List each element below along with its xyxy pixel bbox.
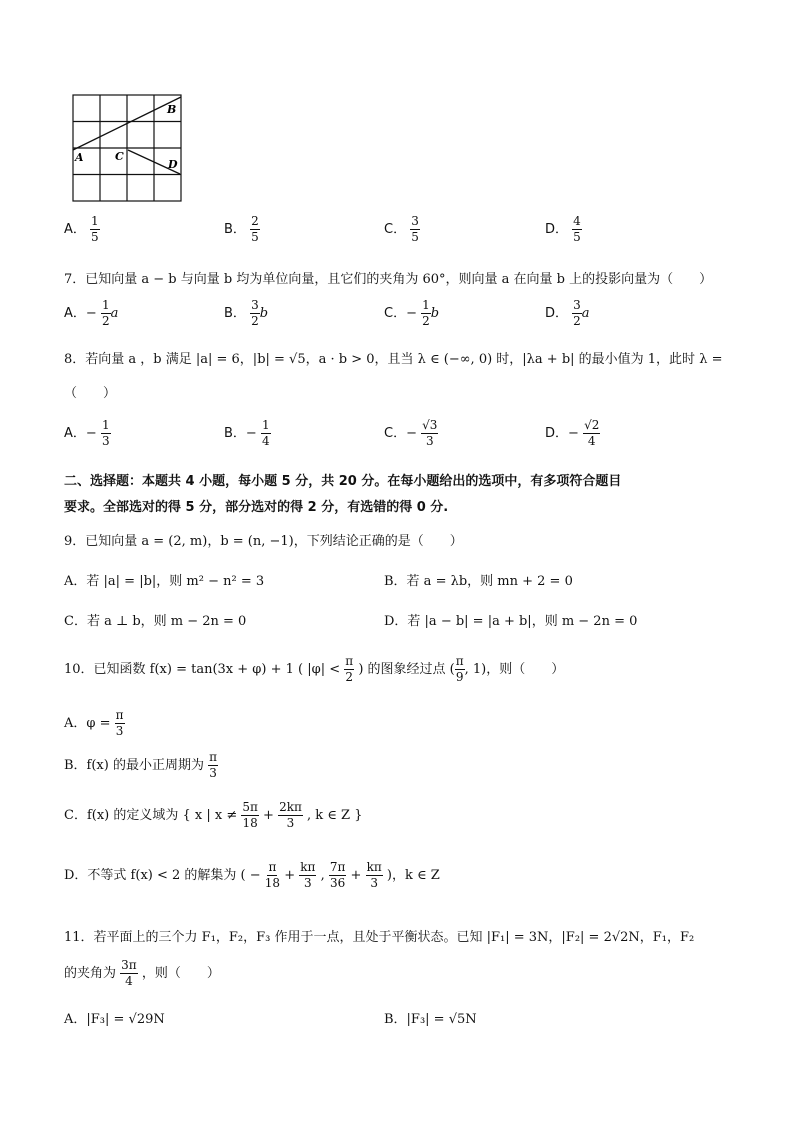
numerator: π (268, 860, 277, 874)
option-tail: )，k ∈ Z (386, 868, 440, 883)
fraction (344, 654, 354, 685)
numerator: π (455, 654, 464, 668)
option-letter: B． (224, 306, 246, 321)
denominator: 2 (101, 314, 110, 328)
q8-answer-paren: （ ） (64, 386, 117, 401)
vector-variable: b (259, 306, 269, 321)
numerator: 2kπ (279, 800, 302, 814)
q9-option-d[interactable]: D．若 |a − b| = |a + b|，则 m − 2n = 0 (384, 614, 638, 629)
q6-option-c[interactable] (384, 214, 420, 245)
denominator: 3 (101, 434, 110, 448)
q6-option-b[interactable] (224, 214, 260, 245)
fraction (101, 418, 111, 449)
q10-option-d[interactable]: D．不等式 f(x) < 2 的解集为 ( − $\frac{\pi}{18}$ + $\frac{k\pi}{3}$ , $\frac{7\pi}{36}$ + $\frac{k\pi}{3}$ )，k ∈ Z (64, 860, 440, 890)
q7-option-c[interactable] (384, 298, 439, 329)
denominator: 3 (425, 434, 434, 448)
fraction (278, 800, 303, 831)
option-text: B．f(x) 的最小正周期为 (64, 758, 204, 773)
q8-option-c[interactable] (384, 418, 438, 449)
numerator: 2 (251, 214, 259, 228)
q11-angle-text: 的夹角为 (64, 966, 117, 981)
numerator: 7π (329, 860, 346, 874)
q9-option-c[interactable]: C．若 a ⊥ b，则 m − 2n = 0 (64, 614, 247, 629)
option-text: D．不等式 f(x) < 2 的解集为 ( − (64, 868, 261, 883)
fraction (410, 214, 420, 245)
denominator: 3 (286, 816, 295, 830)
denominator: 5 (251, 230, 259, 244)
fraction (115, 708, 125, 739)
fraction (241, 800, 259, 831)
numerator: 4 (573, 214, 581, 228)
option-letter: A． (64, 306, 86, 321)
fraction (101, 298, 111, 329)
section-2-heading-line2: 要求。全部选对的得 5 分，部分选对的得 2 分，有选错的得 0 分. (64, 500, 449, 515)
q7-stem: 7．已知向量 a − b 与向量 b 均为单位向量，且它们的夹角为 60°，则向量 a 在向量 b 上的投影向量为（ ） (64, 272, 713, 287)
q11-option-b[interactable]: B．|F₃| = √5N (384, 1012, 477, 1027)
numerator: 1 (261, 418, 270, 432)
vector-variable: a (110, 306, 119, 321)
q9-stem: 9．已知向量 a = (2, m)，b = (n, −1)，下列结论正确的是（ ） (64, 534, 463, 549)
denominator: 2 (345, 670, 354, 684)
option-letter: A． (64, 426, 86, 441)
numerator: kπ (300, 860, 316, 874)
numerator: 1 (101, 418, 110, 432)
figure-label-d: D (168, 158, 178, 171)
q8-option-a[interactable] (64, 418, 111, 449)
q8-option-b[interactable] (224, 418, 271, 449)
option-letter: C． (384, 426, 407, 441)
q10-mid-text: ) 的图象经过点 (358, 662, 446, 677)
numerator: 1 (422, 298, 430, 312)
fraction (265, 860, 280, 891)
q7-option-d[interactable] (545, 298, 590, 329)
vector-variable: a (581, 306, 590, 321)
denominator: 18 (242, 816, 258, 830)
denominator: 4 (125, 974, 133, 988)
fraction (208, 750, 218, 781)
denominator: 18 (264, 876, 281, 890)
q8-stem: 8．若向量 a ，b 满足 |a| = 6，|b| = √5，a · b > 0，且当 λ ∈ (−∞, 0) 时，|λa + b| 的最小值为 1，此时 λ = (64, 352, 723, 367)
q10-option-b[interactable] (64, 750, 218, 781)
numerator: 3 (411, 214, 419, 228)
figure-label-a: A (75, 151, 84, 164)
fraction (250, 298, 260, 329)
section-2-heading-line1: 二、选择题：本题共 4 小题，每小题 5 分，共 20 分。在每小题给出的选项中，有多项符合题目 (64, 474, 622, 489)
q6-option-a[interactable] (64, 214, 100, 245)
option-letter: D． (545, 306, 569, 321)
q8-option-d[interactable] (545, 418, 600, 449)
sign: − (406, 426, 417, 441)
numerator: kπ (366, 860, 382, 874)
figure-label-c: C (115, 150, 124, 163)
denominator: 3 (304, 876, 312, 890)
option-letter: C． (384, 222, 407, 237)
denominator: 5 (91, 230, 99, 244)
vector-variable: b (430, 306, 440, 321)
numerator: π (115, 708, 124, 722)
denominator: 4 (261, 434, 270, 448)
fraction (421, 418, 438, 449)
option-letter: C． (384, 306, 407, 321)
numerator: 5π (242, 800, 258, 814)
option-letter: B． (224, 222, 246, 237)
denominator: 9 (455, 670, 464, 684)
fraction (120, 958, 138, 989)
numerator: π (345, 654, 354, 668)
q10-tail: , 1)，则（ ） (464, 662, 565, 677)
fraction (261, 418, 271, 449)
option-letter: B． (224, 426, 246, 441)
sign: − (85, 306, 97, 321)
fraction (250, 214, 260, 245)
q9-option-b[interactable]: B．若 a = λb，则 mn + 2 = 0 (384, 574, 573, 589)
numerator: 1 (91, 214, 99, 228)
denominator: 2 (251, 314, 259, 328)
q7-option-b[interactable] (224, 298, 268, 329)
denominator: 2 (573, 314, 581, 328)
sign: − (85, 426, 97, 441)
q7-option-a[interactable] (64, 298, 118, 329)
q11-stem-line2 (64, 958, 220, 989)
numerator: 1 (101, 298, 110, 312)
denominator: 3 (370, 876, 378, 890)
vector-grid-figure (72, 94, 184, 204)
fraction (572, 298, 582, 329)
option-tail: , k ∈ Z } (307, 808, 363, 823)
denominator: 4 (587, 434, 596, 448)
q11-stem-line1: 11．若平面上的三个力 F₁，F₂，F₃ 作用于一点，且处于平衡状态。已知 |F₁| = 3N，|F₂| = 2√2N，F₁，F₂ (64, 930, 695, 945)
option-letter: D． (545, 222, 569, 237)
figure-label-b: B (167, 103, 177, 116)
numerator: π (209, 750, 218, 764)
fraction (583, 418, 600, 449)
q11-option-a[interactable]: A．|F₃| = √29N (64, 1012, 165, 1027)
q6-option-d[interactable] (545, 214, 582, 245)
fraction (572, 214, 582, 245)
q11-tail: ，则（ ） (141, 966, 220, 981)
denominator: 5 (573, 230, 581, 244)
sign: − (245, 426, 257, 441)
q10-condition-open: ( |φ| < (298, 662, 341, 677)
denominator: 3 (115, 724, 124, 738)
denominator: 36 (329, 876, 346, 890)
numerator: √3 (422, 418, 438, 432)
q10-option-a[interactable] (64, 708, 125, 739)
fraction (455, 654, 465, 685)
sign: − (568, 426, 579, 441)
numerator: 3π (121, 958, 137, 972)
option-letter: A． (64, 222, 86, 237)
fraction (366, 860, 383, 891)
sign: − (406, 306, 417, 321)
numerator: 3 (573, 298, 581, 312)
denominator: 2 (422, 314, 430, 328)
option-letter: D． (545, 426, 569, 441)
denominator: 5 (411, 230, 419, 244)
option-text: A．φ = (64, 716, 111, 731)
fraction (90, 214, 100, 245)
q10-function: 10．已知函数 f(x) = tan(3x + φ) + 1 (64, 662, 294, 677)
numerator: √2 (584, 418, 600, 432)
fraction (421, 298, 431, 329)
q10-option-c[interactable]: C．f(x) 的定义域为 { x | x ≠ $\frac{5\pi}{18}$ + $\frac{2k\pi}{3}$ , k ∈ Z } (64, 800, 363, 830)
option-text: C．f(x) 的定义域为 { x | x ≠ (64, 808, 238, 823)
fraction (299, 860, 316, 891)
numerator: 3 (251, 298, 259, 312)
fraction (329, 860, 347, 891)
denominator: 3 (209, 766, 217, 780)
q9-option-a[interactable]: A．若 |a| = |b|，则 m² − n² = 3 (64, 574, 265, 589)
q10-stem: 10．已知函数 f(x) = tan(3x + φ) + 1 ( |φ| < $\frac{\pi}{2}$ ) 的图象经过点 ( $\frac{\pi}{9}$ , 1)，则（ ） (64, 654, 565, 684)
